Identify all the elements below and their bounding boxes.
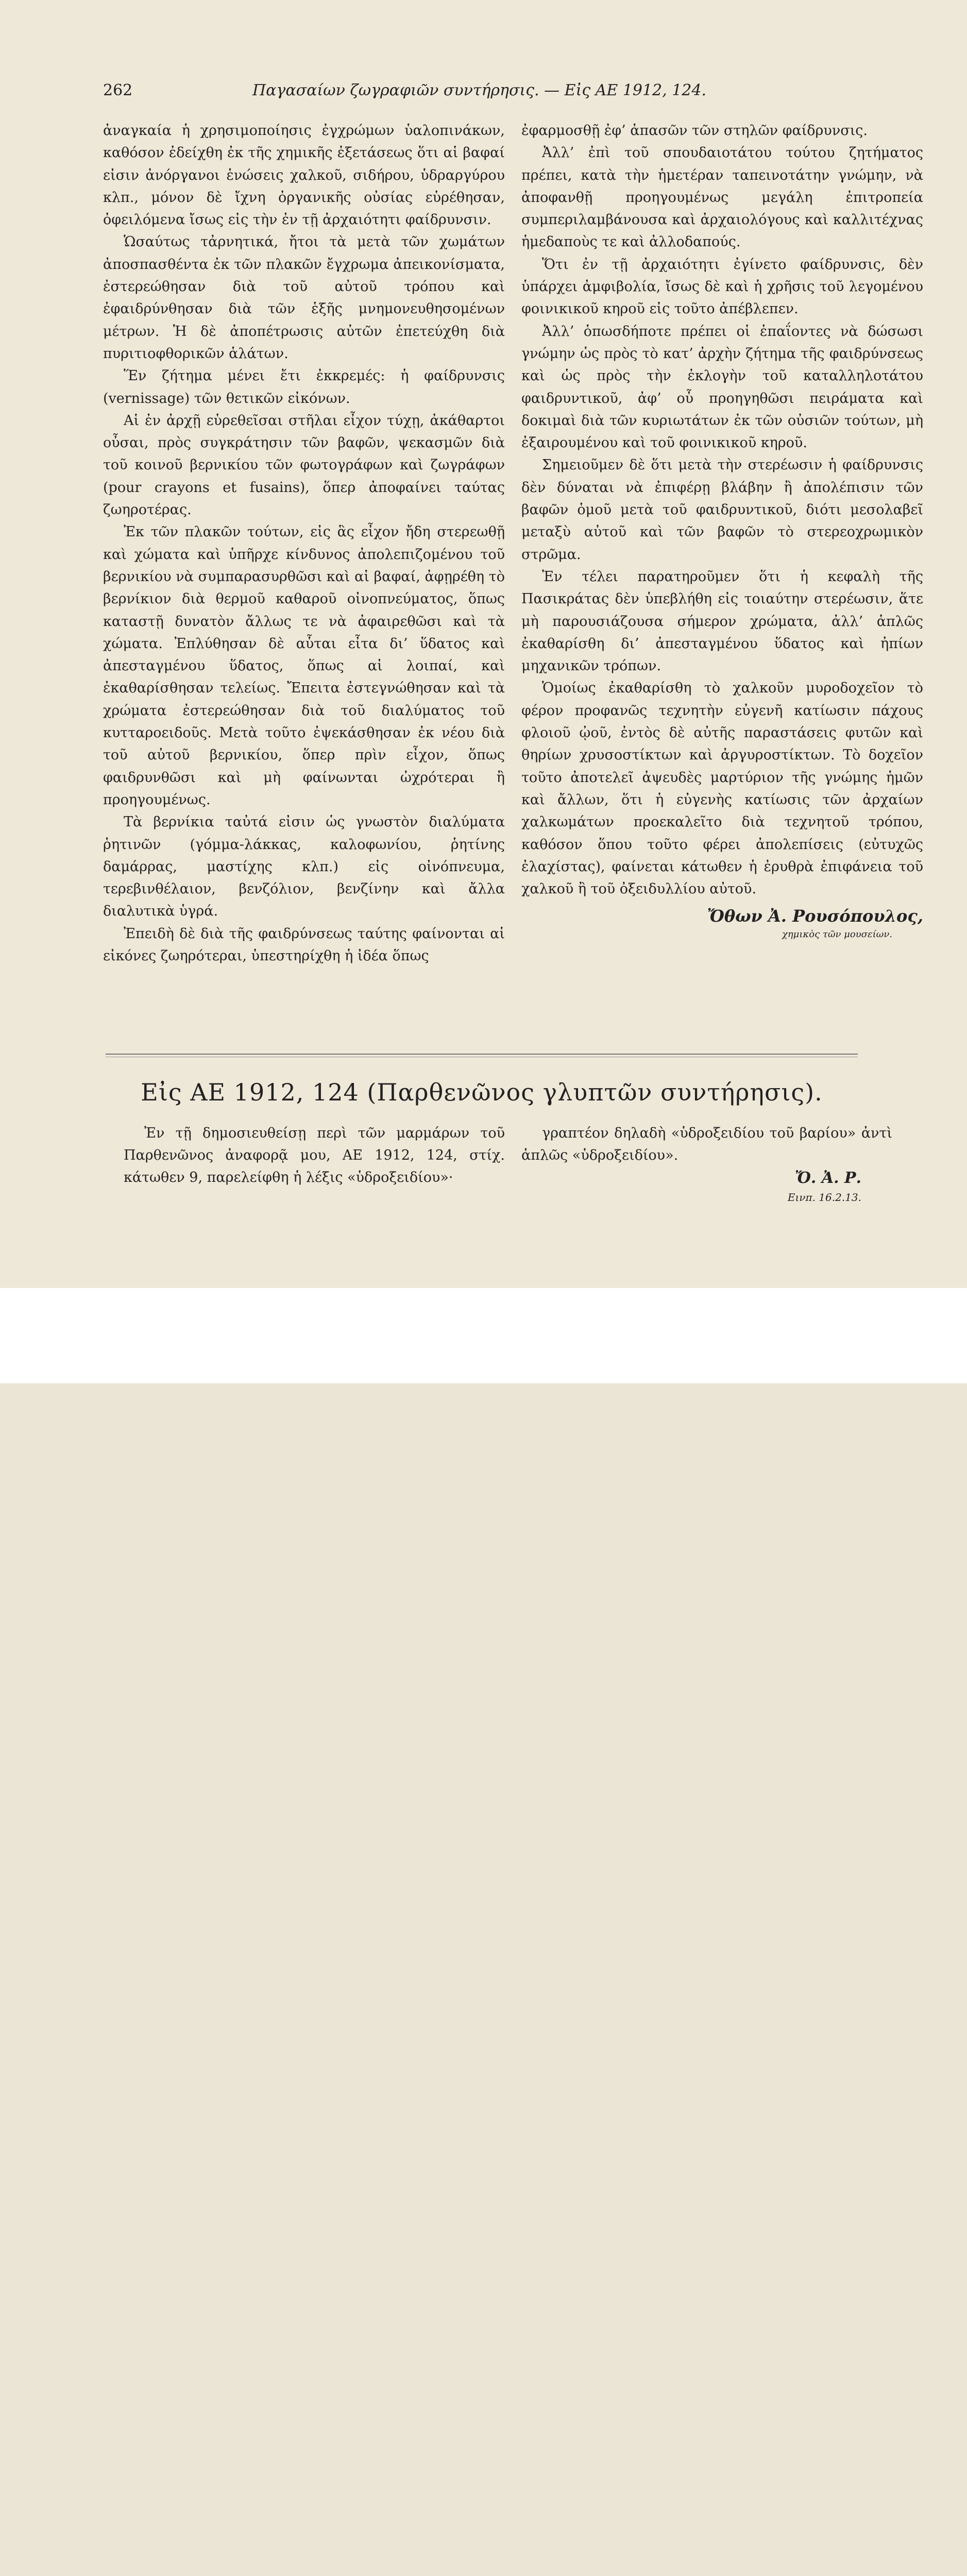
paragraph: Τὰ βερνίκια ταὐτά εἰσιν ὡς γνωστὸν διαλύματα ῥητινῶν (γόμμα-λάκκας, καλοφωνίου, ῥητίνης δαμάρρας, μαστίχης κλπ.) εἰς οἰνόπνευμα, τερεβινθέλαιον, βενζόλιον, βενζίνην καὶ ἄλλα διαλυτικὰ ὑγρά. bbox=[103, 814, 505, 920]
author-signature: Ὄθων Ἀ. Ρουσόπουλος, bbox=[707, 906, 923, 926]
section-divider bbox=[106, 1054, 858, 1055]
paragraph: Ὁμοίως ἐκαθαρίσθη τὸ χαλκοῦν μυροδοχεῖον τὸ φέρον προφανῶς τεχνητὴν εὐγενῆ κατίωσιν πάχους φλοιοῦ ᾠοῦ, ἐντὸς δὲ αὐτῆς παραστάσεις φυτῶν καὶ θηρίων χρυσοστίκτων καὶ ἀργυροστίκτων. Τὸ δοχεῖον τοῦτο ἀποτελεῖ ἀψευδὲς μαρτύριον τῆς γνώμης ἡμῶν καὶ ἄλλων, ὅτι ἡ εὐγενὴς κατίωσις τῶν ἀρχαίων χαλκωμάτων προεκαλεῖτο διὰ τεχνητοῦ τρόπου, καθόσον ὅπου τοῦτο φέρει ἀπολεπίσεις (εὐτυχῶς ἐλαχίστας), φαίνεται κάτωθεν ἡ ἐρυθρὰ ἐπιφάνεια τοῦ χαλκοῦ ἢ τοῦ ὀξειδυλλίου αὐτοῦ. bbox=[521, 680, 923, 897]
paragraph: Ἐπειδὴ δὲ διὰ τῆς φαιδρύνσεως ταύτης φαίνονται αἱ εἰκόνες ζωηρότεραι, ὑπεστηρίχθη ἡ ἰδέα ὅπως bbox=[103, 925, 505, 964]
paragraph: Ἀλλ’ ὁπωσδήποτε πρέπει οἱ ἐπαΐοντες νὰ δώσωσι γνώμην ὡς πρὸς τὸ κατ’ ἀρχὴν ζήτημα τῆς φαιδρύνσεως καὶ ὡς πρὸς τὴν ἐκλογὴν τοῦ καταλληλοτάτου φαιδρυντικοῦ, ἀφ’ οὗ προηγηθῶσι πειράματα καὶ δοκιμαὶ διὰ τῶν κυριωτάτων ἐκ τῶν οὐσιῶν τούτων, μὴ ἐξαιρουμένου καὶ τοῦ φοινικικοῦ κηροῦ. bbox=[521, 323, 923, 451]
paragraph: Ἕν ζήτημα μένει ἔτι ἐκκρεμές: ἡ φαίδρυνσις (vernissage) τῶν θετικῶν εἰκόνων. bbox=[103, 368, 505, 406]
paragraph: Ἐκ τῶν πλακῶν τούτων, εἰς ἃς εἶχον ἤδη στερεωθῇ καὶ χώματα καὶ ὑπῆρχε κίνδυνος ἀπολεπιζομένου τοῦ βερνικίου νὰ συμπαρασυρθῶσι καὶ αἱ βαφαί, ἀφῃρέθη τὸ βερνίκιον διὰ θερμοῦ καθαροῦ οἰνοπνεύματος, ὅπως καταστῇ δυνατὸν ἄλλως τε νὰ ἀφαιρεθῶσι καὶ τὰ χώματα. Ἐπλύθησαν δὲ αὗται εἶτα δι’ ὕδατος καὶ ἀπεσταγμένου ὕδατος, ὅπως αἱ λοιπαί, καὶ ἐκαθαρίσθησαν τελείως. Ἔπειτα ἐστεγνώθησαν καὶ τὰ χρώματα ἐστερεώθησαν διὰ τοῦ διαλύματος τοῦ κυτταροειδοῦς. Μετὰ τοῦτο ἐψεκάσθησαν ἐκ νέου διὰ τοῦ αὐτοῦ βερνικίου, ὅπερ πρὶν εἶχον, ὅπως φαιδρυνθῶσι καὶ μὴ φαίνωνται ὠχρότεραι ἢ προηγουμένως. bbox=[103, 524, 505, 808]
author-role: χημικὸς τῶν μουσείων. bbox=[782, 929, 892, 940]
article2-right-column bbox=[521, 1122, 892, 1205]
paragraph: Ὅτι ἐν τῇ ἀρχαιότητι ἐγίνετο φαίδρυνσις, δὲν ὑπάρχει ἀμφιβολία, ἴσως δὲ καὶ ἡ χρῆσις τοῦ λεγομένου φοινικικοῦ κηροῦ εἰς τοῦτο ἀπέβλεπεν. bbox=[521, 256, 923, 317]
paragraph: γραπτέον δηλαδὴ «ὑδροξειδίου τοῦ βαρίου» ἀντὶ ἁπλῶς «ὑδροξειδίου». bbox=[521, 1125, 892, 1163]
article1-right-column bbox=[521, 120, 923, 941]
running-title: Παγασαίων ζωγραφιῶν συντήρησις. — Εἰς ΑΕ 1912, 124. bbox=[252, 81, 707, 99]
paragraph: Σημειοῦμεν δὲ ὅτι μετὰ τὴν στερέωσιν ἡ φαίδρυνσις δὲν δύναται νὰ ἐπιφέρῃ βλάβην ἢ ἀπολέπισιν τῶν βαφῶν ὁμοῦ μετὰ τοῦ φαιδρυντικοῦ, διότι μεσολαβεῖ μεταξὺ αὐτοῦ καὶ τῶν βαφῶν τὸ στερεοχρωμικὸν στρῶμα. bbox=[521, 457, 923, 563]
paragraph: Ἐν τῇ δημοσιευθείσῃ περὶ τῶν μαρμάρων τοῦ Παρθενῶνος ἀναφορᾷ μου, ΑΕ 1912, 124, στίχ. κάτωθεν 9, παρελείφθη ἡ λέξις «ὑδροξειδίου»· bbox=[124, 1125, 505, 1185]
article2-left-column bbox=[124, 1122, 505, 1189]
signature-date: Εινπ. 16.2.13. bbox=[787, 1191, 861, 1204]
paragraph: Ἀλλ’ ἐπὶ τοῦ σπουδαιοτάτου τούτου ζητήματος πρέπει, κατὰ τὴν ἡμετέραν ταπεινοτάτην γνώμην, νὰ ἀποφανθῇ προηγουμένως μεγάλη ἐπιτροπεία συμπεριλαμβάνουσα καὶ ἀρχαιολόγους καὶ καλλιτέχνας ἡμεδαποὺς τε καὶ ἀλλοδαπούς. bbox=[521, 145, 923, 250]
section-title: Εἰς ΑΕ 1912, 124 (Παρθενῶνος γλυπτῶν συντήρησις). bbox=[141, 1078, 823, 1106]
page-number: 262 bbox=[103, 81, 133, 99]
paragraph: ἐφαρμοσθῇ ἐφ’ ἁπασῶν τῶν στηλῶν φαίδρυνσις. bbox=[521, 123, 868, 139]
digitization-footer bbox=[0, 1288, 967, 1383]
paragraph: Ὡσαύτως τἀρνητικά, ἤτοι τὰ μετὰ τῶν χωμάτων ἀποσπασθέντα ἐκ τῶν πλακῶν ἔγχρωμα ἀπεικονίσματα, ἐστερεώθησαν διὰ τοῦ αὐτοῦ τρόπου καὶ ἐφαιδρύνθησαν διὰ τῶν ἑξῆς μνημονευθησομένων μέτρων. Ἡ δὲ ἀποπέτρωσις αὐτῶν ἐπετεύχθη διὰ πυριτιοφθορικῶν ἁλάτων. bbox=[103, 234, 505, 362]
article1-left-column bbox=[103, 120, 505, 967]
initials-signature: Ὄ. Ἀ. Ρ. bbox=[794, 1169, 861, 1187]
paragraph: ἀναγκαία ἡ χρησιμοποίησις ἐγχρώμων ὑαλοπινάκων, καθόσον ἐδείχθη ἐκ τῆς χημικῆς ἐξετάσεως ὅτι αἱ βαφαί εἰσιν ἀνόργανοι ἑνώσεις χαλκοῦ, σιδήρου, ὑδραργύρου κλπ., μόνον δὲ ἴχνη ὀργανικῆς οὐσίας εὑρέθησαν, ὀφειλόμενα ἴσως εἰς τὴν ἐν τῇ ἀρχαιότητι φαίδρυνσιν. bbox=[103, 123, 505, 228]
paragraph: Αἱ ἐν ἀρχῇ εὑρεθεῖσαι στῆλαι εἶχον τύχῃ, ἀκάθαρτοι οὖσαι, πρὸς συγκράτησιν τῶν βαφῶν, ψεκασμῶν διὰ τοῦ κοινοῦ βερνικίου τῶν φωτογράφων καὶ ζωγράφων (pour crayons et fusains), ὅπερ ἀποφαίνει ταύτας ζωηροτέρας. bbox=[103, 412, 505, 518]
running-head bbox=[103, 81, 835, 104]
paragraph: Ἐν τέλει παρατηροῦμεν ὅτι ἡ κεφαλὴ τῆς Πασικράτας δὲν ὑπεβλήθη εἰς τοιαύτην στερέωσιν, ἅτε μὴ παρουσιάζουσα σήμερον χρώματα, ἀλλ’ ἁπλῶς ἐκαθαρίσθη δι’ ἀπεσταγμένου ὕδατος καὶ ἠπίων μηχανικῶν τρόπων. bbox=[521, 568, 923, 674]
